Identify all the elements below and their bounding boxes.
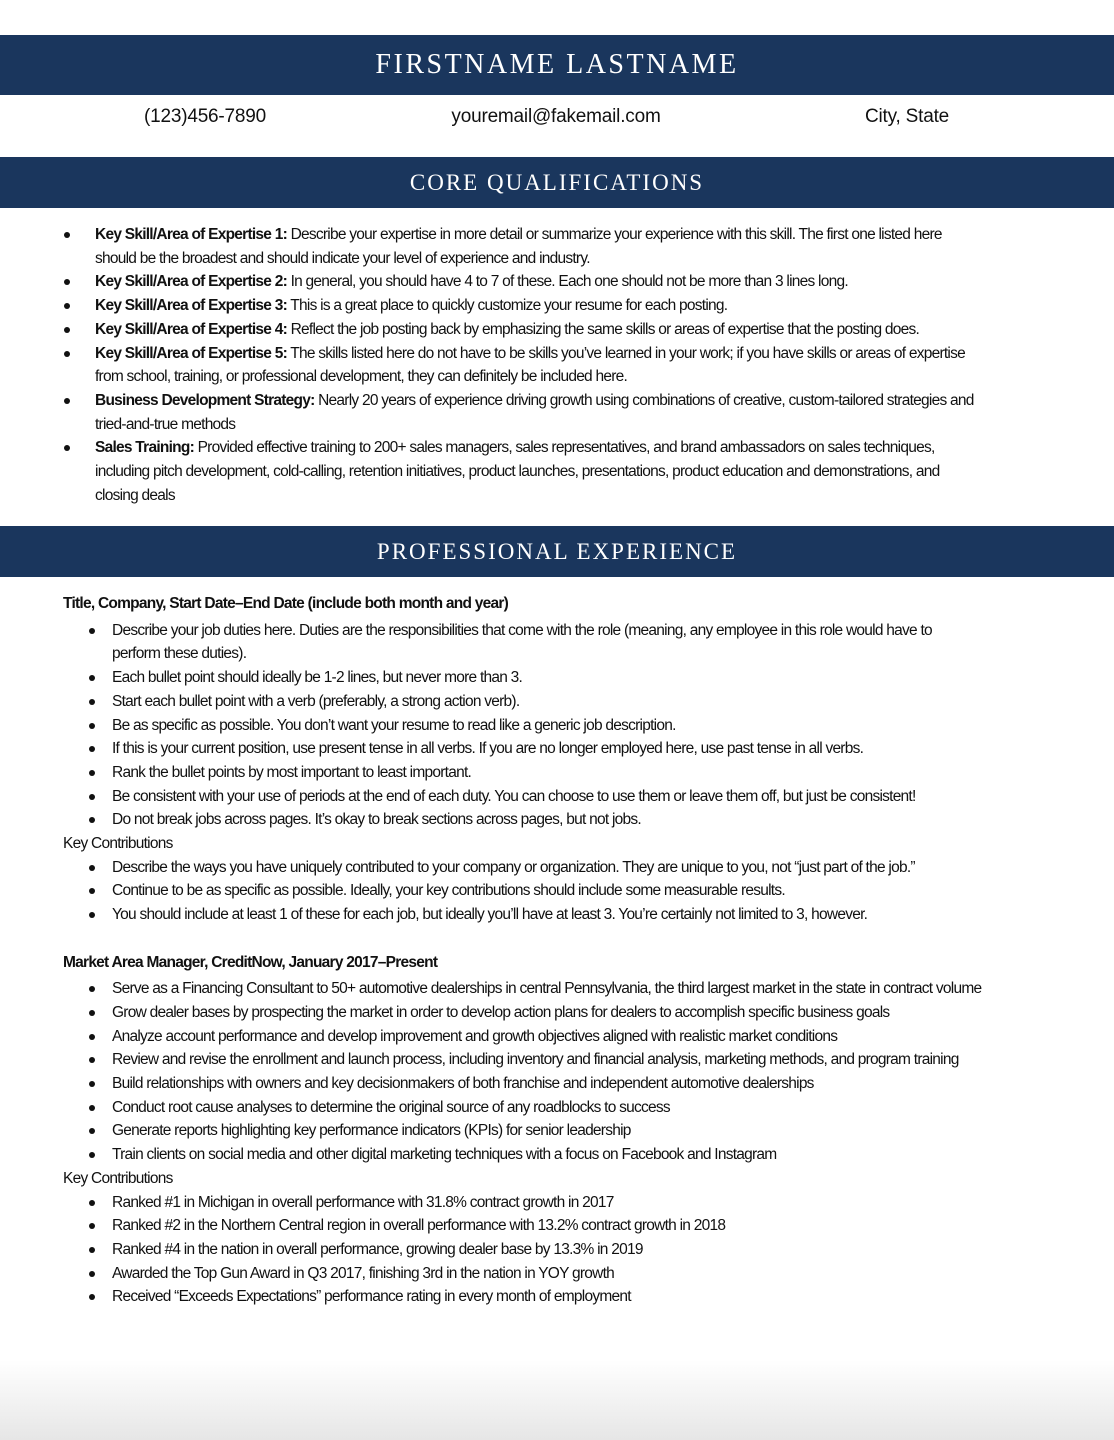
duty-item: Be consistent with your use of periods at the end of each duty. You can choose to use them or leave them off, but just be consistent!	[112, 785, 983, 809]
job-entry	[63, 951, 983, 1310]
key-contributions-list	[63, 1191, 983, 1310]
duty-item: Analyze account performance and develop improvement and growth objectives aligned with realistic market conditions	[112, 1025, 983, 1049]
duty-item: Be as specific as possible. You don’t want your resume to read like a generic job description.	[112, 714, 983, 738]
duty-item: If this is your current position, use present tense in all verbs. If you are no longer employed here, use past tense in all verbs.	[112, 737, 983, 761]
contribution-item: Ranked #2 in the Northern Central region in overall performance with 13.2% contract growth in 2018	[112, 1214, 983, 1238]
core-qualification-item	[95, 389, 985, 436]
qualification-text: This is a great place to quickly customize your resume for each posting.	[287, 297, 728, 315]
qualification-text: Reflect the job posting back by emphasizing the same skills or areas of expertise that the posting does.	[287, 320, 920, 338]
location: City, State	[864, 106, 950, 127]
contribution-item: Describe the ways you have uniquely contributed to your company or organization. They are unique to you, not “just part of the job.”	[112, 856, 983, 880]
qualification-label: Key Skill/Area of Expertise 4:	[95, 320, 288, 338]
core-qualification-item	[95, 318, 985, 342]
core-qualification-item	[95, 223, 985, 270]
key-contributions-label: Key Contributions	[63, 835, 173, 853]
qualification-label: Business Development Strategy:	[95, 391, 315, 409]
page-top-margin	[0, 0, 1114, 35]
job-duties-list	[63, 977, 983, 1167]
page-bottom-shadow	[0, 1360, 1114, 1440]
duty-item: Review and revise the enrollment and launch process, including inventory and financial analysis, marketing methods, and program training	[112, 1048, 983, 1072]
duty-item: Start each bullet point with a verb (preferably, a strong action verb).	[112, 690, 983, 714]
duty-item: Generate reports highlighting key performance indicators (KPIs) for senior leadership	[112, 1119, 983, 1143]
qualification-label: Key Skill/Area of Expertise 1:	[95, 226, 288, 243]
duty-item: Serve as a Financing Consultant to 50+ automotive dealerships in central Pennsylvania, the third largest market in the state in contract volume	[112, 977, 983, 1001]
phone: (123)456-7890	[143, 106, 267, 127]
core-qualifications-list	[95, 223, 985, 507]
core-qualifications-heading: CORE QUALIFICATIONS	[0, 157, 1114, 208]
core-qualification-item	[95, 436, 985, 507]
duty-item: Conduct root cause analyses to determine the original source of any roadblocks to success	[112, 1096, 983, 1120]
duty-item: Build relationships with owners and key decisionmakers of both franchise and independent automotive dealerships	[112, 1072, 983, 1096]
qualification-label: Key Skill/Area of Expertise 5:	[95, 344, 288, 362]
qualification-text: Provided effective training to 200+ sales managers, sales representatives, and brand ambassadors on sales techniques, including pitch development, cold-calling, retention initiatives, product launches, presentations, product education and demonstrations, and closing deals	[95, 439, 940, 504]
contribution-item: Awarded the Top Gun Award in Q3 2017, finishing 3rd in the nation in YOY growth	[112, 1262, 983, 1286]
professional-experience-heading: PROFESSIONAL EXPERIENCE	[0, 526, 1114, 577]
core-qualification-item	[95, 270, 985, 294]
core-qualification-item	[95, 342, 985, 389]
key-contributions-list	[63, 856, 983, 927]
experience-section	[63, 592, 983, 1309]
job-title: Title, Company, Start Date–End Date (include both month and year)	[63, 595, 509, 612]
job-title: Market Area Manager, CreditNow, January 2017–Present	[63, 953, 438, 971]
duty-item: Describe your job duties here. Duties are the responsibilities that come with the role (meaning, any employee in this role would have to perform these duties).	[112, 619, 983, 666]
qualification-label: Sales Training:	[95, 439, 195, 457]
name-header: FIRSTNAME LASTNAME	[0, 35, 1114, 95]
qualification-text: In general, you should have 4 to 7 of these. Each one should not be more than 3 lines long.	[287, 273, 848, 291]
core-qualification-item	[95, 294, 985, 318]
contribution-item: Ranked #4 in the nation in overall performance, growing dealer base by 13.3% in 2019	[112, 1238, 983, 1262]
qualification-text: Describe your expertise in more detail or summarize your experience with this skill. The first one listed here should be the broadest and should indicate your level of experience and industry.	[95, 226, 942, 267]
duty-item: Rank the bullet points by most important to least important.	[112, 761, 983, 785]
duty-item: Do not break jobs across pages. It’s okay to break sections across pages, but not jobs.	[112, 808, 983, 832]
contribution-item: Ranked #1 in Michigan in overall performance with 31.8% contract growth in 2017	[112, 1191, 983, 1215]
qualification-label: Key Skill/Area of Expertise 3:	[95, 297, 288, 315]
qualification-label: Key Skill/Area of Expertise 2:	[95, 273, 288, 291]
qualification-text: Nearly 20 years of experience driving growth using combinations of creative, custom-tailored strategies and tried-and-true methods	[95, 391, 974, 433]
email: youremail@fakemail.com	[451, 106, 661, 127]
contribution-item: Received “Exceeds Expectations” performance rating in every month of employment	[112, 1285, 983, 1309]
duty-item: Grow dealer bases by prospecting the market in order to develop action plans for dealers to accomplish specific business goals	[112, 1001, 983, 1025]
job-entry	[63, 592, 983, 927]
contribution-item: Continue to be as specific as possible. Ideally, your key contributions should include some measurable results.	[112, 879, 983, 903]
contribution-item: You should include at least 1 of these for each job, but ideally you’ll have at least 3. You’re certainly not limited to 3, however.	[112, 903, 983, 927]
duty-item: Train clients on social media and other digital marketing techniques with a focus on Facebook and Instagram	[112, 1143, 983, 1167]
key-contributions-label: Key Contributions	[63, 1169, 173, 1187]
qualification-text: The skills listed here do not have to be skills you’ve learned in your work; if you have skills or areas of expertise from school, training, or professional development, they can definitely be included here.	[95, 344, 965, 386]
job-duties-list	[63, 619, 983, 832]
duty-item: Each bullet point should ideally be 1-2 lines, but never more than 3.	[112, 666, 983, 690]
